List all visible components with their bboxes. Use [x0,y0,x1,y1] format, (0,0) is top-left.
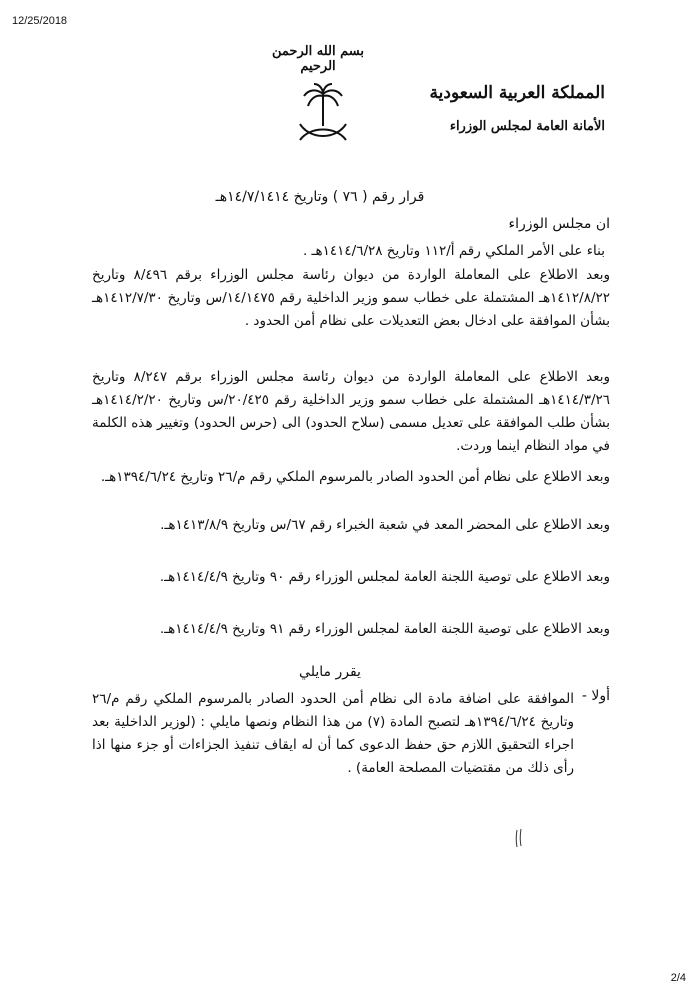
paragraph-border-law: وبعد الاطلاع على نظام أمن الحدود الصادر بالمرسوم الملكي رقم م/٢٦ وتاريخ ١٣٩٤/٦/٢٤هـ. [100,469,610,485]
paragraph-transaction-1: وبعد الاطلاع على المعاملة الواردة من ديوان رئاسة مجلس الوزراء برقم ٨/٤٩٦ وتاريخ ١٤١٢/٨/٢٢هـ المشتملة على خطاب سمو وزير الداخلية رقم ١٤/١٤٧٥/س وتاريخ ١٤١٢/٧/٣٠هـ بشأن الموافقة على ادخال بعض التعديلات على نظام أمن الحدود . [92,267,610,329]
item-number: أولا - [581,688,610,704]
paragraph-committee-90: وبعد الاطلاع على توصية اللجنة العامة لمجلس الوزراء رقم ٩٠ وتاريخ ١٤١٤/٤/٩هـ. [159,569,610,585]
paragraph-transaction-2: وبعد الاطلاع على المعاملة الواردة من ديوان رئاسة مجلس الوزراء برقم ٨/٢٤٧ وتاريخ ١٤١٤/٣/٢٦هـ المشتملة على خطاب سمو وزير الداخلية رقم ٢٠/٤٢٥/س وتاريخ ١٤١٤/٢/٢٠هـ بشأن طلب الموافقة على تعديل مسمى (سلاح الحدود) الى (حرس الحدود) وتغيير هذه الكلمة في مواد النظام اينما وردت. [92,369,610,454]
print-date: 12/25/2018 [12,15,68,27]
paragraph-royal-order: بناء على الأمر الملكي رقم أ/١١٢ وتاريخ ١٤١٤/٦/٢٨هـ . [302,243,605,259]
secretariat-title: الأمانة العامة لمجلس الوزراء [449,119,605,134]
item-first-text: الموافقة على اضافة مادة الى نظام أمن الحدود الصادر بالمرسوم الملكي رقم م/٢٦ وتاريخ ١٣٩٤/٦/٢٤هـ لتصبح المادة (٧) من هذا النظام ونصها مايلي : (لوزير الداخلية بعد اجراء التحقيق اللازم حق حفظ الدعوى كما أن له ايقاف تنفيذ الجزاءات أو جزء منها اذا رأى ذلك من مقتضيات المصلحة العامة) . [92,691,574,776]
resolves-heading: يقرر مايلي [299,664,361,680]
paragraph-experts-minutes: وبعد الاطلاع على المحضر المعد في شعبة الخبراء رقم ٦٧/س وتاريخ ١٤١٣/٨/٩هـ. [160,517,610,533]
page-number: 2/4 [670,972,686,984]
paragraph-committee-91: وبعد الاطلاع على توصية اللجنة العامة لمجلس الوزراء رقم ٩١ وتاريخ ١٤١٤/٤/٩هـ. [159,621,610,637]
ink-mark-icon [514,828,524,848]
kingdom-title: المملكة العربية السعودية [429,83,605,103]
council-intro: ان مجلس الوزراء [508,216,610,232]
decision-number-line: قرار رقم ( ٧٦ ) وتاريخ ١٤/٧/١٤١٤هـ [215,189,425,205]
palm-swords-emblem-icon [288,78,358,148]
basmala-heading: بسم الله الرحمن الرحيم [272,44,364,74]
